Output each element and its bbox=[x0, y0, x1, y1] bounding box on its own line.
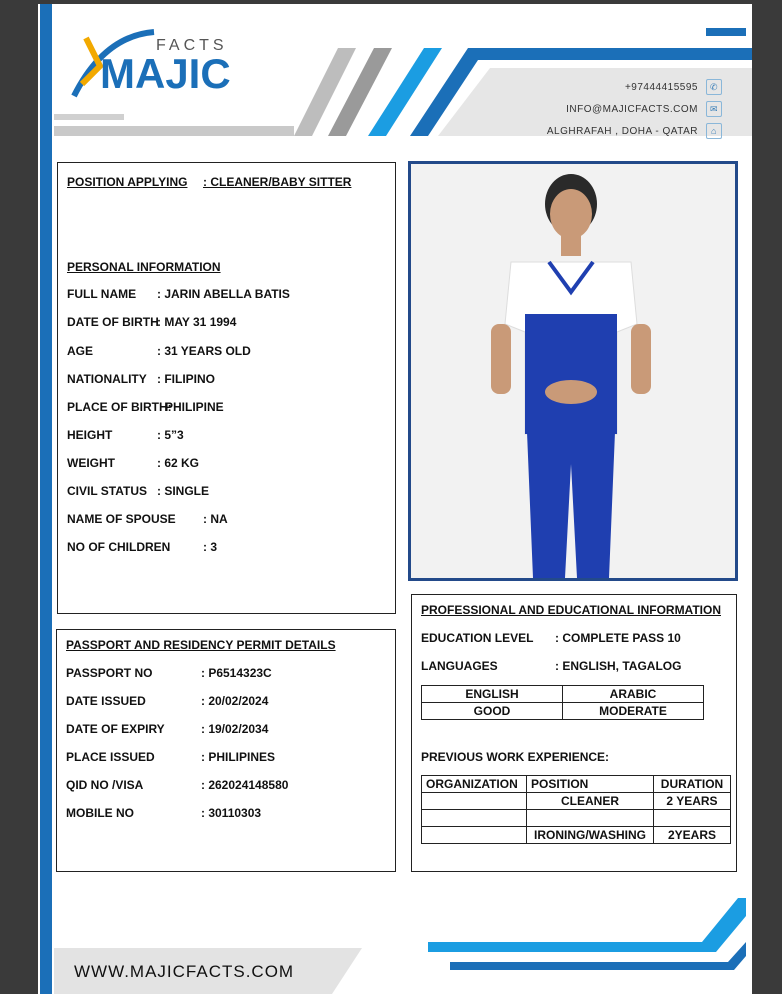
spouse-label: NAME OF SPOUSE bbox=[67, 512, 176, 526]
contact-address-row bbox=[547, 120, 722, 142]
contact-phone-row bbox=[547, 76, 722, 98]
position-label: POSITION APPLYING bbox=[67, 175, 188, 189]
weight-value: : 62 KG bbox=[157, 456, 200, 470]
spouse-value: : NA bbox=[203, 512, 228, 526]
date-issued-label: DATE ISSUED bbox=[66, 694, 146, 708]
qid-value: : 262024148580 bbox=[201, 778, 289, 792]
full-name-label: FULL NAME bbox=[67, 287, 137, 301]
table-cell: ARABIC bbox=[563, 686, 704, 703]
dob-value: : MAY 31 1994 bbox=[157, 315, 237, 329]
table-cell: 2YEARS bbox=[654, 827, 731, 844]
column-header: POSITION bbox=[527, 776, 654, 793]
column-header: DURATION bbox=[654, 776, 731, 793]
cv-page bbox=[38, 4, 752, 994]
height-value: : 5”3 bbox=[157, 428, 184, 442]
table-cell bbox=[527, 810, 654, 827]
table-cell: 2 YEARS bbox=[654, 793, 731, 810]
education-box bbox=[411, 594, 737, 872]
full-name-value: : JARIN ABELLA BATIS bbox=[157, 287, 290, 301]
table-cell: MODERATE bbox=[563, 703, 704, 720]
height-label: HEIGHT bbox=[67, 428, 113, 442]
majic-facts-logo bbox=[64, 26, 284, 116]
applicant-figure bbox=[411, 164, 735, 578]
pob-value: PHILIPINE bbox=[165, 400, 224, 414]
footer-website[interactable]: WWW.MAJICFACTS.COM bbox=[74, 962, 295, 981]
passport-no-label: PASSPORT NO bbox=[66, 666, 153, 680]
personal-info-box bbox=[57, 162, 396, 614]
column-header: ORGANIZATION bbox=[422, 776, 527, 793]
logo-majic-text: MAJIC bbox=[100, 50, 231, 97]
age-value: : 31 YEARS OLD bbox=[157, 344, 251, 358]
contact-email-row bbox=[547, 98, 722, 120]
side-accent-bar bbox=[40, 4, 52, 994]
table-row bbox=[422, 703, 704, 720]
dob-label: DATE OF BIRTH bbox=[67, 315, 159, 329]
civil-status-value: : SINGLE bbox=[157, 484, 210, 498]
weight-label: WEIGHT bbox=[67, 456, 115, 470]
pob-label: PLACE OF BIRTH: bbox=[67, 400, 172, 414]
position-value: : CLEANER/BABY SITTER bbox=[203, 175, 352, 189]
home-icon: ⌂ bbox=[706, 123, 722, 139]
languages-label: LANGUAGES bbox=[421, 659, 498, 673]
personal-info-heading: PERSONAL INFORMATION bbox=[67, 260, 221, 274]
mobile-value: : 30110303 bbox=[201, 806, 262, 820]
passport-heading: PASSPORT AND RESIDENCY PERMIT DETAILS bbox=[66, 638, 336, 652]
logo-facts-text: FACTS bbox=[156, 37, 228, 54]
table-row bbox=[422, 810, 731, 827]
contact-phone: +97444415595 bbox=[624, 81, 698, 93]
nationality-value: : FILIPINO bbox=[157, 372, 215, 386]
table-cell bbox=[422, 810, 527, 827]
contact-block bbox=[547, 76, 722, 142]
phone-icon: ✆ bbox=[706, 79, 722, 95]
nationality-label: NATIONALITY bbox=[67, 372, 147, 386]
contact-email: INFO@MAJICFACTS.COM bbox=[566, 103, 698, 115]
email-icon: ✉ bbox=[706, 101, 722, 117]
table-cell bbox=[422, 793, 527, 810]
table-header-row bbox=[422, 776, 731, 793]
education-level-value: : COMPLETE PASS 10 bbox=[555, 631, 681, 645]
table-cell: CLEANER bbox=[527, 793, 654, 810]
passport-box bbox=[56, 629, 396, 872]
place-issued-label: PLACE ISSUED bbox=[66, 750, 155, 764]
table-row bbox=[422, 793, 731, 810]
language-table bbox=[421, 685, 704, 720]
work-experience-table bbox=[421, 775, 731, 844]
work-experience-heading: PREVIOUS WORK EXPERIENCE: bbox=[421, 750, 610, 764]
children-label: NO OF CHILDREN bbox=[67, 540, 171, 554]
passport-no-value: : P6514323C bbox=[201, 666, 272, 680]
table-row bbox=[422, 686, 704, 703]
date-expiry-value: : 19/02/2034 bbox=[201, 722, 269, 736]
table-row bbox=[422, 827, 731, 844]
languages-value: : ENGLISH, TAGALOG bbox=[555, 659, 682, 673]
table-cell: ENGLISH bbox=[422, 686, 563, 703]
mobile-label: MOBILE NO bbox=[66, 806, 134, 820]
education-heading: PROFESSIONAL AND EDUCATIONAL INFORMATION bbox=[421, 603, 721, 617]
date-issued-value: : 20/02/2024 bbox=[201, 694, 269, 708]
applicant-photo bbox=[408, 161, 738, 581]
table-cell bbox=[422, 827, 527, 844]
children-value: : 3 bbox=[203, 540, 218, 554]
table-cell: IRONING/WASHING bbox=[527, 827, 654, 844]
qid-label: QID NO /VISA bbox=[66, 778, 144, 792]
contact-address: ALGHRAFAH , DOHA - QATAR bbox=[546, 125, 698, 137]
table-cell bbox=[654, 810, 731, 827]
table-cell: GOOD bbox=[422, 703, 563, 720]
civil-status-label: CIVIL STATUS bbox=[67, 484, 148, 498]
place-issued-value: : PHILIPINES bbox=[201, 750, 276, 764]
age-label: AGE bbox=[67, 344, 94, 358]
date-expiry-label: DATE OF EXPIRY bbox=[66, 722, 165, 736]
education-level-label: EDUCATION LEVEL bbox=[421, 631, 534, 645]
